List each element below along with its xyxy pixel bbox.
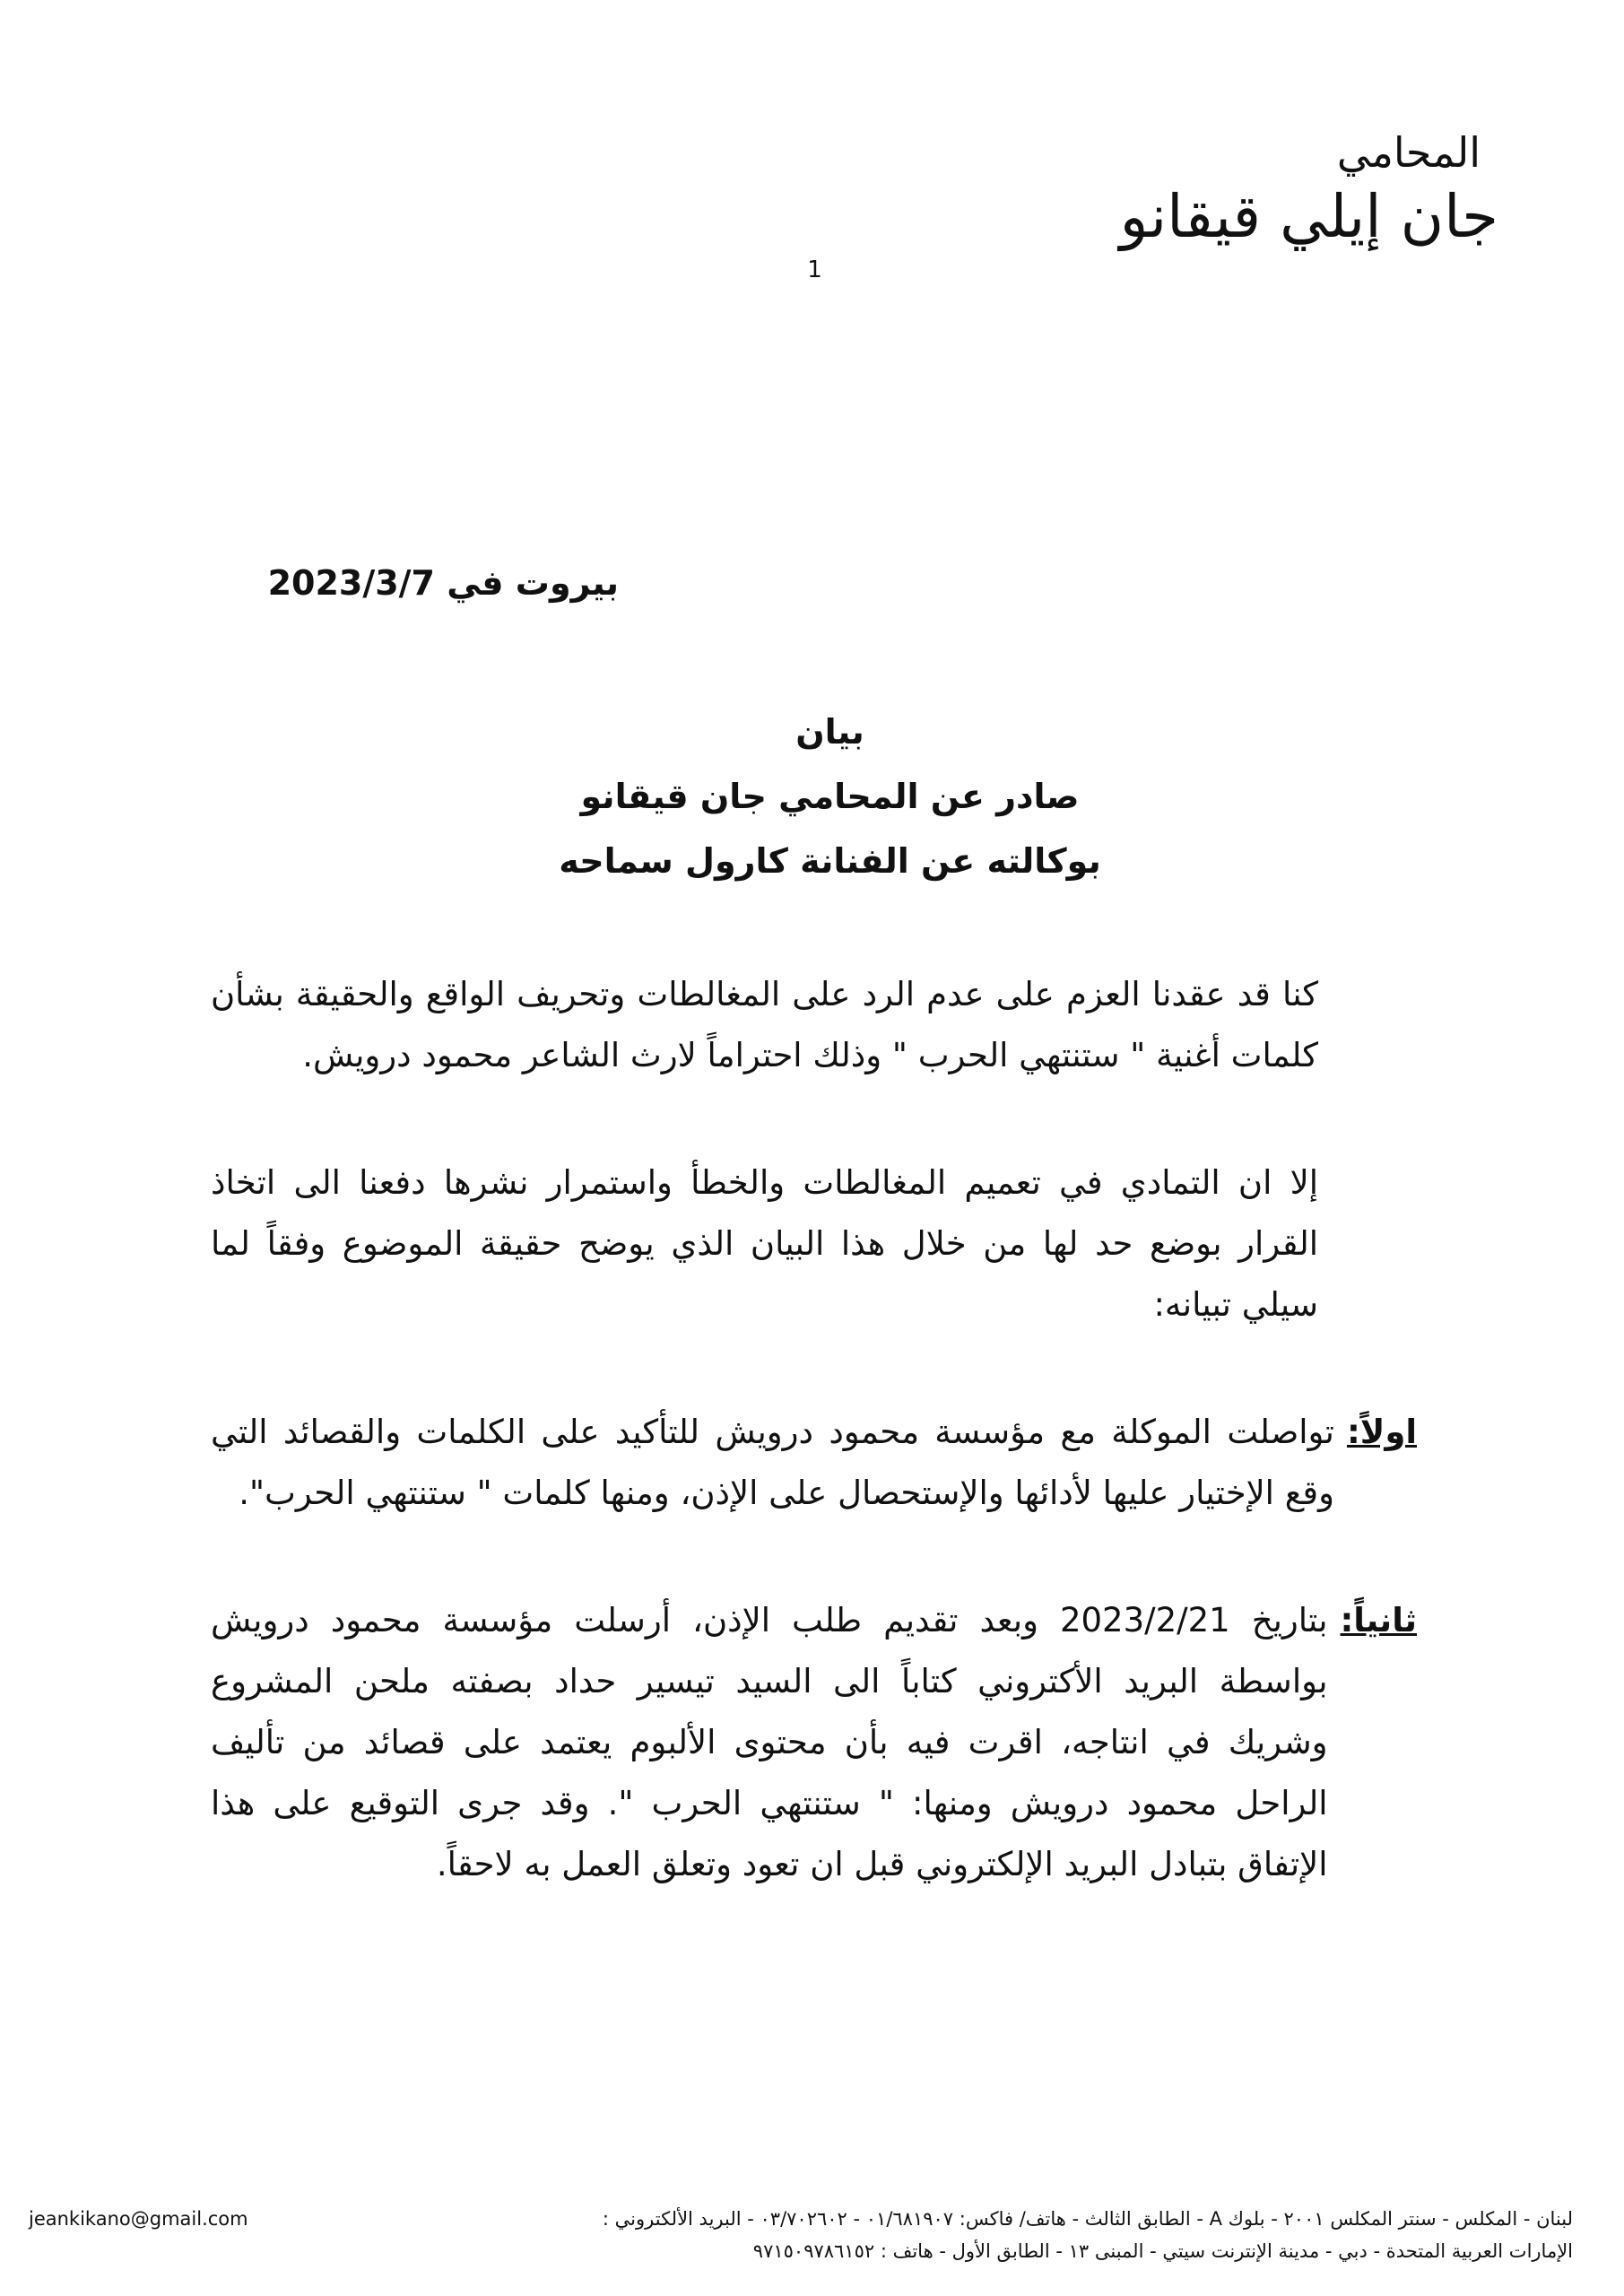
heading-issuer: صادر عن المحامي جان قيقانو — [580, 777, 1080, 816]
page-number: 1 — [807, 257, 822, 283]
date-line: بيروت في 2023/3/7 — [267, 563, 619, 603]
paragraph-second-label: ثانياً: — [1340, 1601, 1417, 1639]
footer-row-uae — [29, 2235, 1573, 2267]
heading-title: بيان — [795, 712, 864, 752]
statement-body — [211, 964, 1417, 1961]
statement-heading — [0, 700, 1624, 893]
footer-address-uae: الإمارات العربية المتحدة - دبي - مدينة الإنترنت سيتي - المبنى ١٣ - الطابق الأول - هاتف : ٩٧١٥٠٩٧٨٦١٥٢ — [752, 2240, 1573, 2262]
paragraph-second-text: بتاريخ 2023/2/21 وبعد تقديم طلب الإذن، أرسلت مؤسسة محمود درويش بواسطة البريد الأكتروني كتاباً الى السيد تيسير حداد بصفته ملحن المشروع وشريك في انتاجه، اقرت فيه بأن محتوى الألبوم يعتمد على قصائد من تأليف الراحل محمود درويش ومنها: " ستنتهي الحرب ". وقد جرى التوقيع على هذا الإتفاق بتبادل البريد الإلكتروني قبل ان تعود وتعلق العمل به لاحقاً. — [211, 1601, 1328, 1883]
paragraph-second — [211, 1590, 1417, 1895]
paragraph-reason: إلا ان التمادي في تعميم المغالطات والخطأ واستمرار نشرها دفعنا الى اتخاذ القرار بوضع حد لها من خلال هذا البيان الذي يوضح حقيقة الموضوع وفقاً لما سيلي تبيانه: — [211, 1163, 1318, 1324]
paragraph-first-text: تواصلت الموكلة مع مؤسسة محمود درويش للتأكيد على الكلمات والقصائد التي وقع الإختيار عليها لأدائها والإستحصال على الإذن، ومنها كلمات " ستنتهي الحرب". — [211, 1413, 1334, 1512]
paragraph-intro: كنا قد عقدنا العزم على عدم الرد على المغالطات وتحريف الواقع والحقيقة بشأن كلمات أغنية " ستنتهي الحرب " وذلك احتراماً لارث الشاعر محمود درويش. — [211, 975, 1318, 1074]
footer-row-lebanon — [29, 2203, 1573, 2235]
paragraph-first-label: اولاً: — [1346, 1413, 1417, 1451]
paragraph-first — [211, 1402, 1417, 1524]
footer-address-lebanon: لبنان - المكلس - سنتر المكلس ٢٠٠١ - بلوك A - الطابق الثالث - هاتف/ فاكس: ٠١/٦٨١٩٠٧ - ٠٣/٧٠٢٦٠٢ - البريد الألكتروني : — [602, 2208, 1573, 2230]
letterhead — [996, 126, 1498, 255]
footer-email: jeankikano@gmail.com — [29, 2208, 248, 2230]
letterhead-name: جان إيلي قيقانو — [1119, 182, 1498, 251]
letterhead-title: المحامي — [1336, 128, 1481, 177]
heading-client: بوكالته عن الفنانة كارول سماحه — [559, 841, 1101, 881]
footer — [29, 2203, 1573, 2267]
